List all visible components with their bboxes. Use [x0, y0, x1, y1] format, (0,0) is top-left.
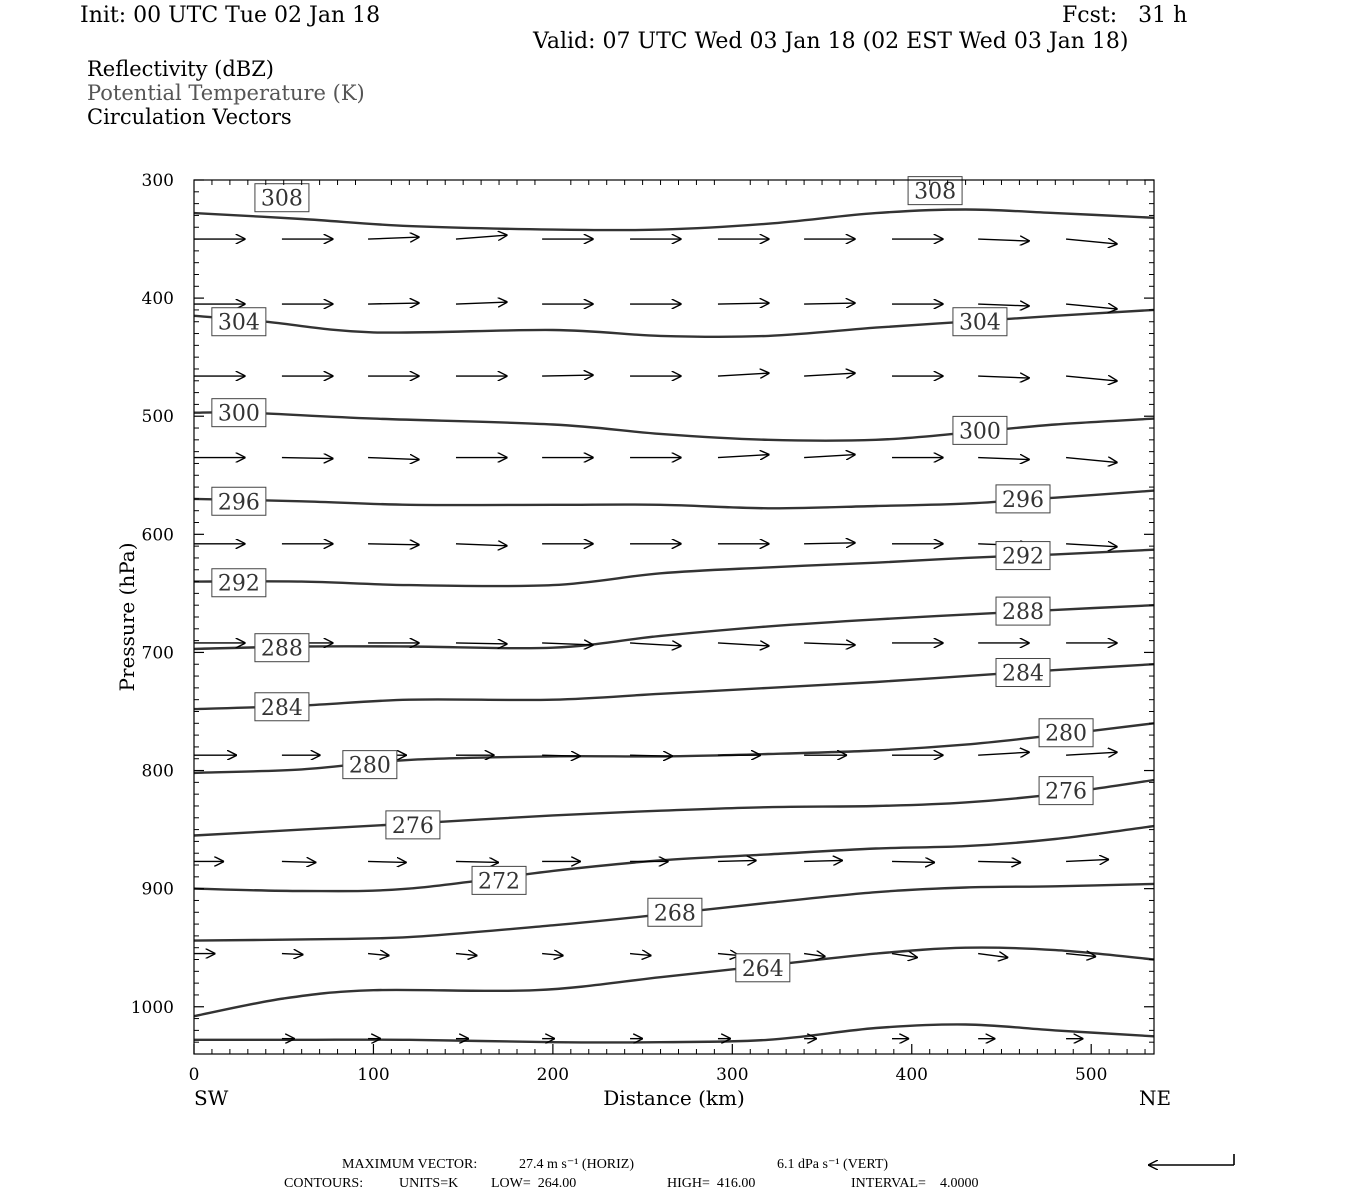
x-right-end-label: NE	[1139, 1086, 1172, 1110]
circulation-vector-3-1	[282, 458, 334, 459]
contour-high: HIGH= 416.00	[667, 1176, 756, 1191]
circulation-vector-2-4	[542, 375, 594, 376]
circulation-vector-0-2	[368, 237, 420, 239]
theta-contour-272	[194, 826, 1154, 891]
contour-label-292-1: 292	[1002, 544, 1045, 570]
theta-contour-304	[194, 310, 1154, 337]
contour-label-288-1: 288	[1002, 600, 1045, 626]
y-tick-label-3: 600	[141, 525, 174, 546]
circulation-vector-5-5	[630, 643, 682, 646]
contour-label-280-0: 280	[348, 753, 391, 779]
circulation-vector-1-6	[718, 303, 770, 304]
max-vector-vertical: 6.1 dPa s⁻¹ (VERT)	[777, 1157, 889, 1172]
theta-contour-unlabeled-12	[194, 1024, 1154, 1042]
circulation-vector-8-9	[978, 954, 1008, 958]
circulation-vector-7-8	[892, 861, 935, 862]
contour-label-276-1: 276	[1045, 779, 1088, 805]
y-tick-label-2: 500	[141, 407, 174, 428]
legend-potential-temperature: Potential Temperature (K)	[87, 81, 365, 105]
contour-label-304-0: 304	[217, 310, 260, 336]
x-tick-label-1: 100	[357, 1065, 390, 1085]
circulation-vector-4-3	[456, 544, 508, 546]
contour-label-272-0: 272	[478, 869, 521, 895]
circulation-vector-4-10	[1066, 544, 1118, 547]
circulation-vector-5-4	[542, 643, 594, 645]
x-tick-label-3: 300	[716, 1065, 749, 1085]
contour-label-280-1: 280	[1045, 721, 1088, 747]
contour-label-308-0: 308	[260, 186, 303, 212]
circulation-vector-7-10	[1066, 859, 1109, 861]
x-tick-label-2: 200	[536, 1065, 570, 1085]
forecast-hour: Fcst: 31 h	[1062, 3, 1188, 28]
circulation-vector-6-4	[542, 755, 581, 756]
circulation-vector-3-9	[978, 458, 1030, 460]
circulation-vector-7-1	[282, 861, 316, 862]
contour-label-300-1: 300	[958, 419, 1001, 445]
contour-label-292-0: 292	[217, 571, 260, 597]
circulation-vector-7-9	[978, 861, 1021, 862]
circulation-vector-1-9	[978, 304, 1030, 306]
valid-time: Valid: 07 UTC Wed 03 Jan 18 (02 EST Wed 03 Jan 18)	[533, 29, 1129, 54]
contour-label-284-1: 284	[1002, 661, 1045, 687]
circulation-vector-2-9	[978, 376, 1030, 378]
circulation-vector-8-2	[368, 954, 390, 956]
x-axis-label: Distance (km)	[603, 1086, 745, 1110]
contour-interval: INTERVAL= 4.0000	[851, 1176, 979, 1191]
theta-contour-264	[194, 948, 1154, 1017]
circulation-vector-7-6	[718, 860, 757, 861]
y-axis-label: Pressure (hPa)	[115, 542, 139, 692]
contour-label-308-1: 308	[914, 179, 957, 205]
circulation-vector-8-3	[456, 954, 478, 956]
circulation-vector-4-2	[368, 544, 420, 545]
y-tick-label-5: 800	[141, 761, 174, 782]
circulation-vector-5-6	[718, 643, 770, 646]
circulation-vector-7-7	[804, 860, 843, 861]
legend-circulation-vectors: Circulation Vectors	[87, 105, 292, 129]
circulation-vector-7-3	[456, 861, 499, 862]
theta-contour-308	[194, 210, 1154, 231]
init-time: Init: 00 UTC Tue 02 Jan 18	[80, 3, 381, 28]
circulation-vector-4-7	[804, 543, 856, 544]
circulation-vector-0-10	[1066, 239, 1118, 244]
max-vector-label: MAXIMUM VECTOR:	[342, 1157, 478, 1172]
circulation-vector-6-9	[978, 752, 1030, 755]
contour-label-296-0: 296	[217, 490, 260, 516]
theta-contour-276	[194, 780, 1154, 836]
circulation-vector-8-1	[282, 954, 304, 955]
circulation-vector-1-10	[1066, 304, 1118, 309]
circulation-vector-5-7	[804, 643, 856, 645]
circulation-vector-1-3	[456, 302, 508, 304]
circulation-vector-2-7	[804, 373, 856, 376]
theta-contour-280	[194, 723, 1154, 773]
contour-low: LOW= 264.00	[491, 1176, 577, 1191]
contours-label: CONTOURS:	[284, 1176, 364, 1191]
contour-label-296-1: 296	[1002, 487, 1045, 513]
circulation-vector-6-10	[1066, 752, 1118, 755]
circulation-vector-1-2	[368, 303, 420, 304]
y-tick-label-0: 300	[141, 171, 174, 191]
contour-label-276-0: 276	[391, 813, 434, 839]
circulation-vector-1-7	[804, 303, 856, 304]
circulation-vector-0-3	[456, 235, 508, 239]
y-tick-label-7: 1000	[130, 997, 174, 1018]
x-tick-label-4: 400	[895, 1065, 928, 1085]
circulation-vector-3-2	[368, 458, 420, 460]
circulation-vector-8-8	[892, 954, 918, 958]
circulation-vector-2-6	[718, 373, 770, 376]
contour-label-300-0: 300	[217, 401, 260, 427]
contour-label-288-0: 288	[260, 636, 303, 662]
contour-label-264-0: 264	[741, 956, 784, 982]
circulation-vector-3-10	[1066, 458, 1118, 463]
circulation-vector-3-7	[804, 455, 856, 458]
circulation-vector-0-9	[978, 239, 1030, 241]
contour-label-304-1: 304	[958, 310, 1001, 336]
legend-reflectivity: Reflectivity (dBZ)	[87, 57, 275, 81]
circulation-vector-7-2	[368, 861, 407, 862]
x-tick-label-0: 0	[188, 1065, 200, 1085]
x-left-end-label: SW	[194, 1086, 229, 1110]
max-vector-horizontal: 27.4 m s⁻¹ (HORIZ)	[519, 1157, 635, 1172]
circulation-vector-8-4	[542, 954, 564, 956]
theta-contour-300	[194, 412, 1154, 440]
y-tick-label-1: 400	[141, 289, 174, 310]
x-tick-label-5: 500	[1074, 1065, 1108, 1085]
circulation-vector-8-7	[804, 954, 826, 957]
y-tick-label-4: 700	[141, 643, 174, 664]
circulation-vector-2-10	[1066, 376, 1118, 381]
circulation-vector-8-5	[630, 954, 652, 956]
contour-label-284-0: 284	[260, 695, 303, 721]
contour-label-268-0: 268	[653, 901, 696, 927]
circulation-vector-5-3	[456, 643, 508, 644]
contour-units: UNITS=K	[399, 1176, 459, 1191]
circulation-vector-6-5	[630, 755, 673, 756]
y-tick-label-6: 900	[141, 879, 174, 900]
circulation-vector-3-6	[718, 455, 770, 458]
